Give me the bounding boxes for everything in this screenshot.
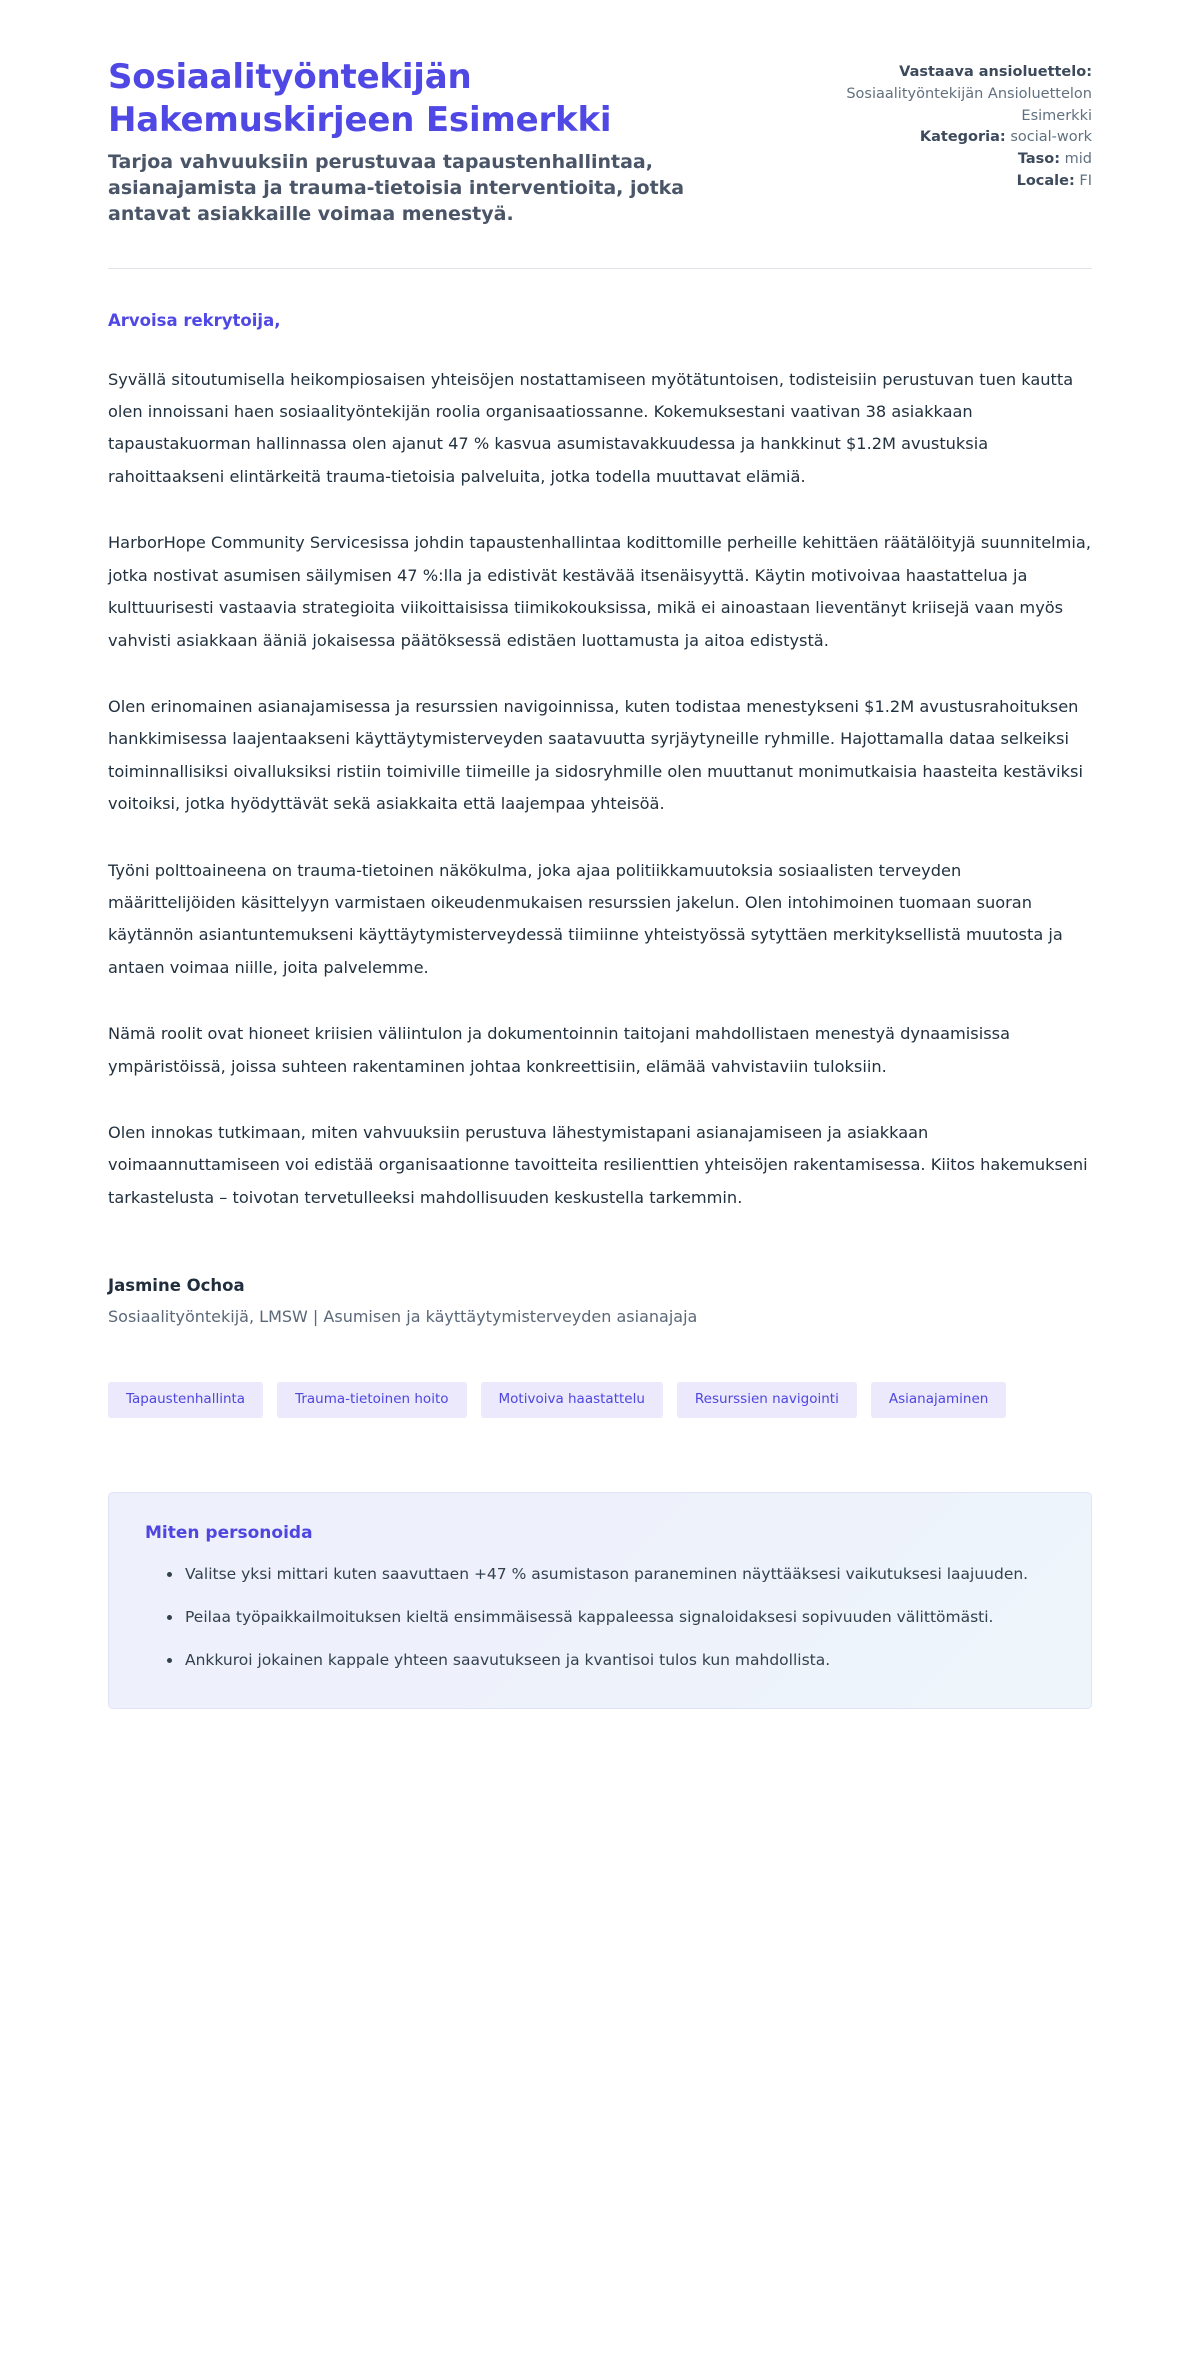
meta-related-resume bbox=[792, 62, 1092, 127]
tag-chip[interactable]: Asianajaminen bbox=[871, 1382, 1006, 1418]
letter-paragraph: Syvällä sitoutumisella heikompiosaisen yhteisöjen nostattamiseen myötätuntoisen, todisteisiin perustuvan tuen kautta olen innoissani haen sosiaalityöntekijän roolia organisaatiossanne. Kokemuksestani vaativan 38 asiakkaan tapaustakuorman hallinnassa olen ajanut 47 % kasvua asumistavakkuudessa ja hankkinut $1.2M avustuksia rahoittaakseni elintärkeitä trauma-tietoisia palveluita, jotka todella muuttavat elämiä. bbox=[108, 369, 1074, 486]
letter-paragraph: Olen innokas tutkimaan, miten vahvuuksiin perustuva lähestymistapani asianajamiseen ja asiakkaan voimaannuttamiseen voi edistää organisaationne tavoitteita resilienttien yhteisöjen rakentamisessa. Kiitos hakemukseni tarkastelusta – toivotan tervetulleeksi mahdollisuuden keskustella tarkemmin. bbox=[108, 1122, 1088, 1207]
letter-paragraph: Olen erinomainen asianajamisessa ja resurssien navigoinnissa, kuten todistaa menestykseni $1.2M avustusrahoituksen hankkimisessa laajentaakseni käyttäytymisterveyden saatavuutta syrjäytyneille ryhmille. Hajottamalla dataa selkeiksi toiminnallisiksi oivalluksiksi ristiin toimiville tiimeille ja sidosryhmille olen muuttanut monimutkaisia haasteita kestäviksi voitoiksi, jotka hyödyttävät sekä asiakkaita että laajempaa yhteisöä. bbox=[108, 696, 1083, 814]
meta-locale bbox=[792, 171, 1092, 193]
signature-name: Jasmine Ochoa bbox=[108, 1276, 245, 1296]
callout-title: Miten personoida bbox=[145, 1522, 313, 1543]
meta-locale-label: Locale: bbox=[1016, 172, 1075, 189]
page-subtitle: Tarjoa vahvuuksiin perustuvaa tapaustenhallintaa, asianajamista ja trauma-tietoisia interventioita, jotka antavat asiakkaille voimaa menestyä. bbox=[108, 151, 685, 226]
tag-chip[interactable]: Tapaustenhallinta bbox=[108, 1382, 263, 1418]
document-header bbox=[108, 56, 1092, 228]
letter-paragraph: Nämä roolit ovat hioneet kriisien väliintulon ja dokumentoinnin taitojani mahdollistaen menestyä dynaamisissa ympäristöissä, joissa suhteen rakentaminen johtaa konkreettisiin, elämää vahvistaviin tuloksiin. bbox=[108, 1024, 1011, 1076]
page-title: Sosiaalityöntekijän Hakemuskirjeen Esimerkki bbox=[108, 57, 612, 140]
meta-level bbox=[792, 149, 1092, 171]
meta-category-value: social-work bbox=[1010, 129, 1092, 146]
cover-letter-body bbox=[108, 269, 1092, 1215]
personalization-callout bbox=[108, 1492, 1092, 1709]
signature-block bbox=[108, 1276, 1092, 1326]
meta-level-value: mid bbox=[1064, 151, 1092, 167]
tag-chip[interactable]: Trauma-tietoinen hoito bbox=[277, 1382, 466, 1418]
header-metadata bbox=[792, 56, 1092, 193]
tag-chip[interactable]: Motivoiva haastattelu bbox=[481, 1382, 663, 1418]
tag-list bbox=[108, 1382, 1048, 1418]
meta-related-resume-value: Sosiaalityöntekijän Ansioluettelon Esimerkki bbox=[846, 85, 1092, 124]
letter-paragraph: Työni polttoaineena on trauma-tietoinen näkökulma, joka ajaa politiikkamuutoksia sosiaalisten terveyden määrittelijöiden käsittelyyn varmistaen oikeudenmukaisen resurssien jakelun. Olen intohimoinen tuomaan suoran käytännön asiantuntemukseni käyttäytymisterveydessä tiimiinne yhteistyössä sytyttäen merkityksellistä muutosta ja antaen voimaa niille, joita palvelemme. bbox=[108, 860, 1063, 977]
callout-tip-item: Peilaa työpaikkailmoituksen kieltä ensimmäisessä kappaleessa signaloidaksesi sopivuuden välittömästi. bbox=[167, 1604, 1055, 1631]
callout-tip-item: Ankkuroi jokainen kappale yhteen saavutukseen ja kvantisoi tulos kun mahdollista. bbox=[167, 1647, 1055, 1674]
letter-salutation: Arvoisa rekrytoija, bbox=[108, 310, 281, 330]
tag-chip[interactable]: Resurssien navigointi bbox=[677, 1382, 857, 1418]
meta-level-label: Taso: bbox=[1017, 151, 1061, 167]
letter-paragraph: HarborHope Community Servicesissa johdin tapaustenhallintaa kodittomille perheille kehittäen räätälöityjä suunnitelmia, jotka nostivat asumisen säilymisen 47 %:lla ja edistivät kestävää itsenäisyyttä. Käytin motivoivaa haastattelua ja kulttuurisesti vastaavia strategioita viikoittaisissa tiimikokouksissa, mikä ei ainoastaan lieventänyt kriisejä vaan myös vahvisti asiakkaan ääniä jokaisessa päätöksessä edistäen luottamusta ja aitoa edistystä. bbox=[108, 533, 1091, 650]
meta-category-label: Kategoria: bbox=[919, 129, 1006, 146]
callout-tip-list bbox=[145, 1561, 1055, 1674]
callout-tip-item: Valitse yksi mittari kuten saavuttaen +47 % asumistason paraneminen näyttääksesi vaikutuksesi laajuuden. bbox=[167, 1561, 1055, 1588]
meta-category bbox=[792, 127, 1092, 149]
signature-role: Sosiaalityöntekijä, LMSW | Asumisen ja käyttäytymisterveyden asianajaja bbox=[108, 1307, 698, 1327]
meta-locale-value: FI bbox=[1079, 172, 1092, 189]
header-title-block bbox=[108, 56, 748, 228]
meta-related-resume-label: Vastaava ansioluettelo: bbox=[899, 64, 1092, 80]
